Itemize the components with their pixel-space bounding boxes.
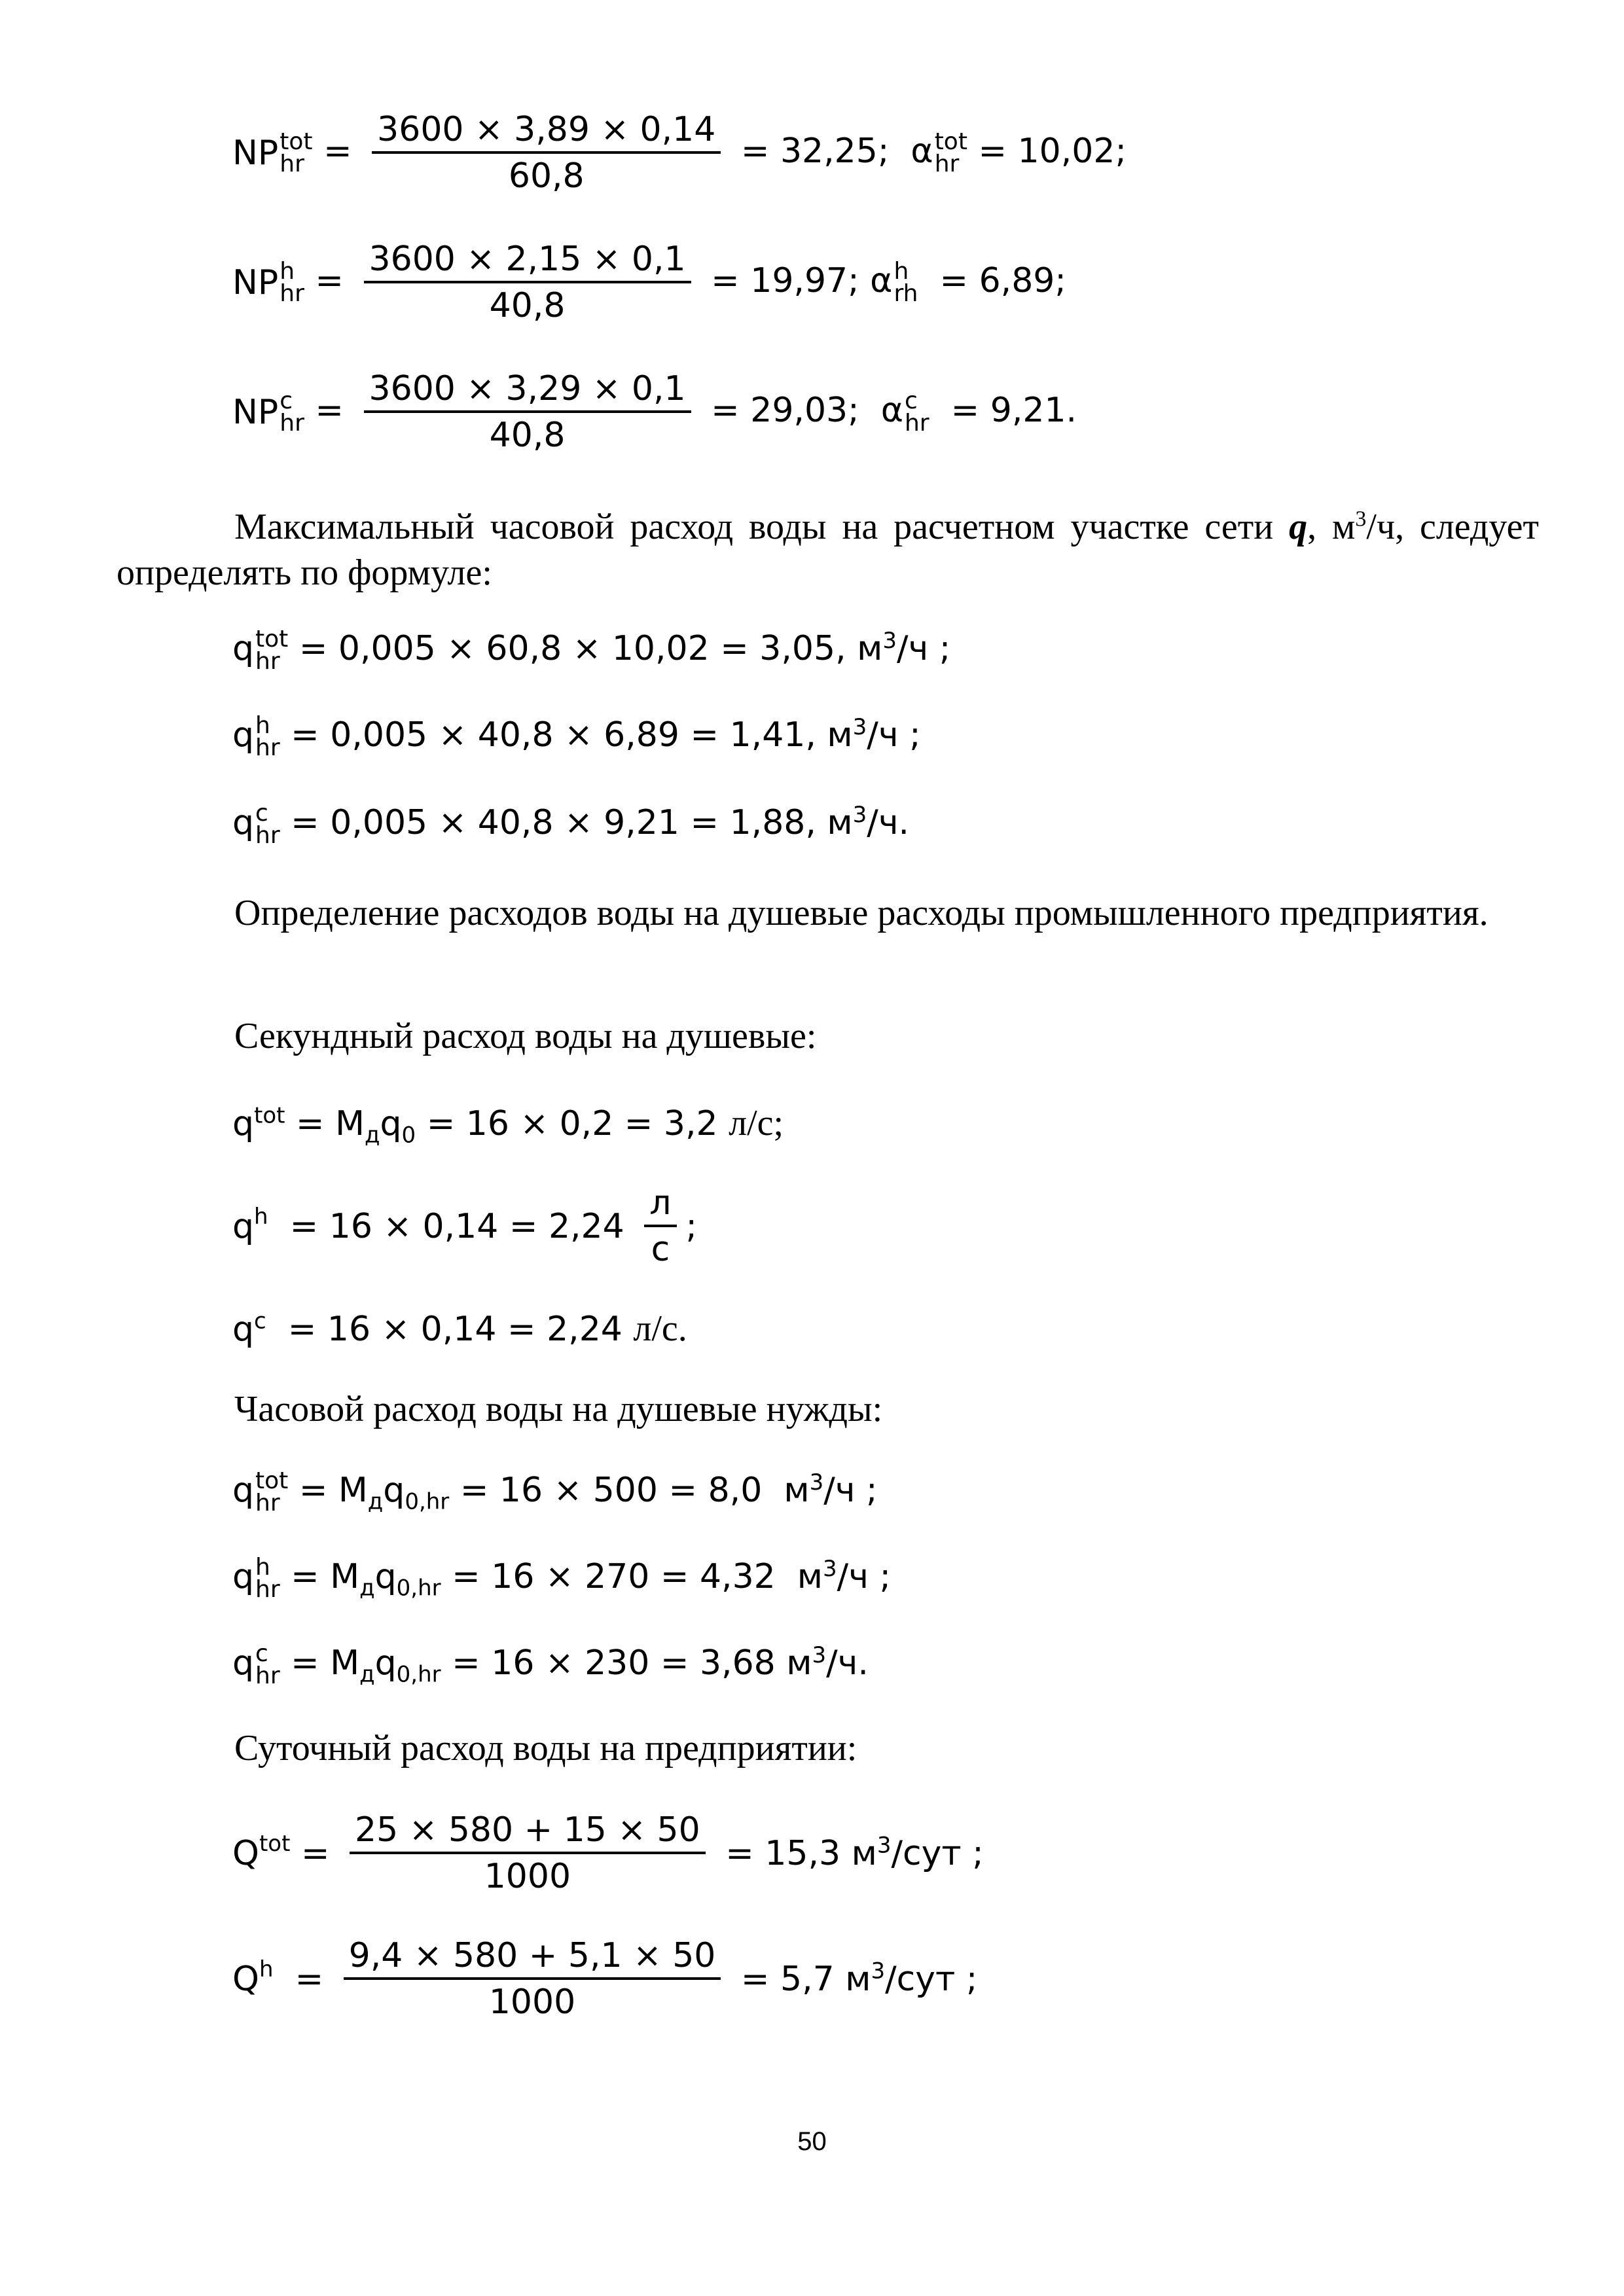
q-sec-c: $q^c = 16 \times 0,14 = 2,24$ л/с. (232, 1308, 687, 1349)
paragraph-daily-flow: Суточный расход воды на предприятии: (234, 1728, 857, 1768)
unit-fraction: $\frac{л}{с}$ (644, 1185, 676, 1268)
q-shower-hr-tot: q tot hr = $М_дq_{0,hr} = 16 \times 500 = 8,0$ $м^3/ч$ ; (232, 1467, 878, 1517)
np-equation-h: NP h hr = $\frac{3600 \times 2,15 \times 0,1}{40,8}$ = 19,97; α h rh = 6,89; (232, 240, 1066, 326)
paragraph-shower-intro: Определение расходов воды на душевые расходы промышленного предприятия. (234, 893, 1489, 933)
q-sec-tot: $q^{tot} = М_дq_0 = 16 \times 0,2 = 3,2$ л/с; (232, 1102, 784, 1149)
q-shower-hr-h: q h hr = $М_дq_{0,hr} = 16 \times 270 = 4,32$ $м^3/ч$ ; (232, 1554, 891, 1604)
q-hr-tot: q tot hr = 0,005 × 60,8 × 10,02 = 3,05, $м^3/ч$ ; (232, 626, 951, 675)
Q-day-tot: $Q^{tot}$ = $\frac{25 \times 580 + 15 \times 50}{1000}$ = 15,3 $м^3$/сут ; (232, 1810, 984, 1897)
page-number: 50 (797, 2127, 827, 2156)
q-hr-h: q h hr = 0,005 × 40,8 × 6,89 = 1,41, $м^3/ч$ ; (232, 712, 921, 762)
fraction: $\frac{9,4 \times 580 + 5,1 \times 50}{1000}$ (344, 1937, 721, 2021)
fraction: $\frac{3600 \times 3,89 \times 0,14}{60,8}$ (372, 111, 721, 195)
q-sec-h: $q^h = 16 \times 0,14 = 2,24$ $\frac{л}{с}$ ; (232, 1183, 698, 1270)
paragraph-second-flow: Секундный расход воды на душевые: (234, 1016, 817, 1056)
q-hr-c: q c hr = 0,005 × 40,8 × 9,21 = 1,88, $м^3/ч$. (232, 800, 910, 850)
fraction: $\frac{3600 \times 2,15 \times 0,1}{40,8}$ (364, 241, 691, 325)
np-equation-c: NP c hr = $\frac{3600 \times 3,29 \times 0,1}{40,8}$ = 29,03; α c hr = 9,21. (232, 369, 1077, 456)
paragraph-max-hourly: Максимальный часовой расход воды на расчетном участке сети q, $м^3/ч$, следует определять по формуле: (117, 507, 1540, 593)
q-shower-hr-c: q c hr = $М_дq_{0,hr} = 16 \times 230 = 3,68$ $м^3/ч$. (232, 1640, 869, 1690)
Q-day-h: $Q^h$ = $\frac{9,4 \times 580 + 5,1 \times 50}{1000}$ = 5,7 $м^3$/сут ; (232, 1936, 978, 2022)
np-equation-tot: NP tot hr = $\frac{3600 \times 3,89 \times 0,14}{60,8}$ = 32,25; α tot hr = 10,02; (232, 110, 1127, 196)
paragraph-hourly-shower: Часовой расход воды на душевые нужды: (234, 1389, 883, 1429)
fraction: $\frac{3600 \times 3,29 \times 0,1}{40,8}$ (364, 370, 691, 454)
fraction: $\frac{25 \times 580 + 15 \times 50}{1000}$ (350, 1812, 706, 1895)
